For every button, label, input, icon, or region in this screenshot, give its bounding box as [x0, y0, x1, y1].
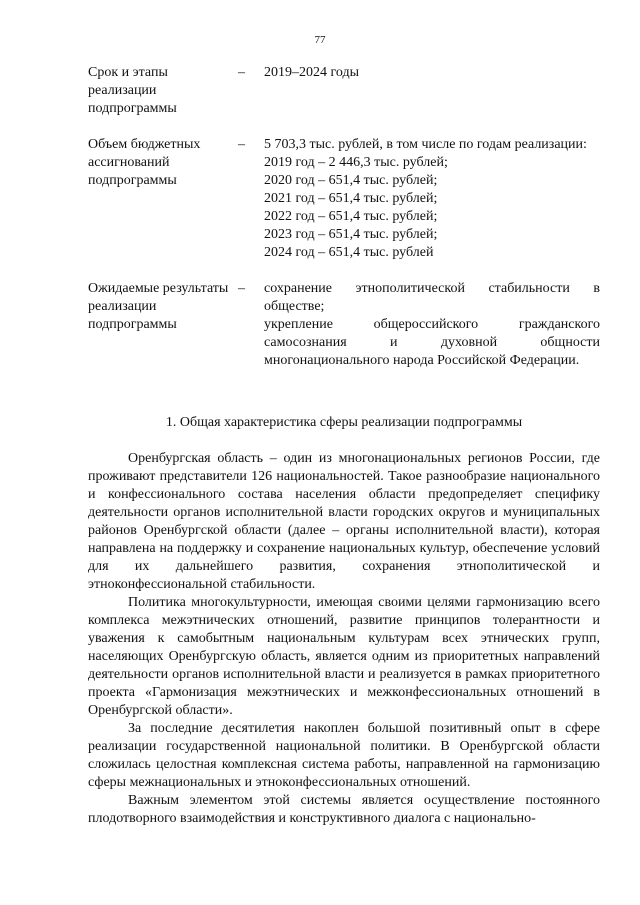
passport-label: Срок и этапы реализации подпрограммы	[88, 65, 177, 116]
passport-value-line: 2021 год – 651,4 тыс. рублей;	[264, 191, 438, 206]
passport-value-line: укрепление общероссийского гражданского самосознания и духовной общности многонационального народа Российской Федерации.	[264, 317, 600, 368]
passport-value	[264, 136, 600, 262]
section-title: 1. Общая характеристика сферы реализации подпрограммы	[165, 415, 523, 430]
passport-value-line: 2024 год – 651,4 тыс. рублей	[264, 245, 434, 260]
passport-label: Объем бюджетных ассигнований подпрограммы	[88, 137, 201, 188]
passport-dash: –	[238, 281, 245, 296]
passport-value-line: 2019–2024 годы	[264, 65, 360, 80]
passport-value-line: 2022 год – 651,4 тыс. рублей;	[264, 209, 438, 224]
passport-label: Ожидаемые результаты реализации подпрограммы	[88, 281, 229, 332]
passport-row-results	[88, 280, 600, 370]
paragraph: Политика многокультурности, имеющая своими целями гармонизацию всего комплекса межэтнических отношений, развитие принципов толерантности и уважения к самобытным национальным культурам всех этнических групп, населяющих Оренбургскую область, является одним из приоритетных направлений деятельности органов исполнительной власти и реализуется в рамках приоритетного проекта «Гармонизация межэтнических и межконфессиональных отношений в Оренбургской области».	[88, 595, 600, 718]
passport-value-line: 2020 год – 651,4 тыс. рублей;	[264, 173, 438, 188]
passport-dash: –	[238, 137, 245, 152]
passport-value-line: 5 703,3 тыс. рублей, в том числе по годам реализации:	[264, 137, 587, 152]
passport-row-budget	[88, 136, 600, 262]
passport-table	[88, 64, 600, 370]
passport-value	[264, 280, 600, 370]
page-number: 77	[314, 34, 326, 46]
paragraph: Оренбургская область – один из многонациональных регионов России, где проживают представители 126 национальностей. Такое разнообразие национального и конфессионального состава населения области предопределяет специфику деятельности органов исполнительной власти городских округов и муниципальных районов Оренбургской области (далее – органы исполнительной власти), которая направлена на поддержку и сохранение национальных культур, обеспечение условий для их дальнейшего развития, сохранения этнополитической и этноконфессиональной стабильности.	[88, 451, 600, 592]
paragraph: За последние десятилетия накоплен большой позитивный опыт в сфере реализации государственной национальной политики. В Оренбургской области сложилась целостная комплексная система работы, направленной на гармонизацию сферы межнациональных и этноконфессиональных отношений.	[88, 721, 600, 790]
paragraph: Важным элементом этой системы является осуществление постоянного плодотворного взаимодействия и конструктивного диалога с национально-	[88, 793, 600, 826]
passport-value-line: 2019 год – 2 446,3 тыс. рублей;	[264, 155, 448, 170]
passport-value-line: сохранение этнополитической стабильности в обществе;	[264, 281, 600, 314]
passport-value-line: 2023 год – 651,4 тыс. рублей;	[264, 227, 438, 242]
body-text	[88, 450, 600, 828]
passport-value	[264, 64, 600, 118]
passport-dash: –	[238, 65, 245, 80]
passport-row-term	[88, 64, 600, 118]
